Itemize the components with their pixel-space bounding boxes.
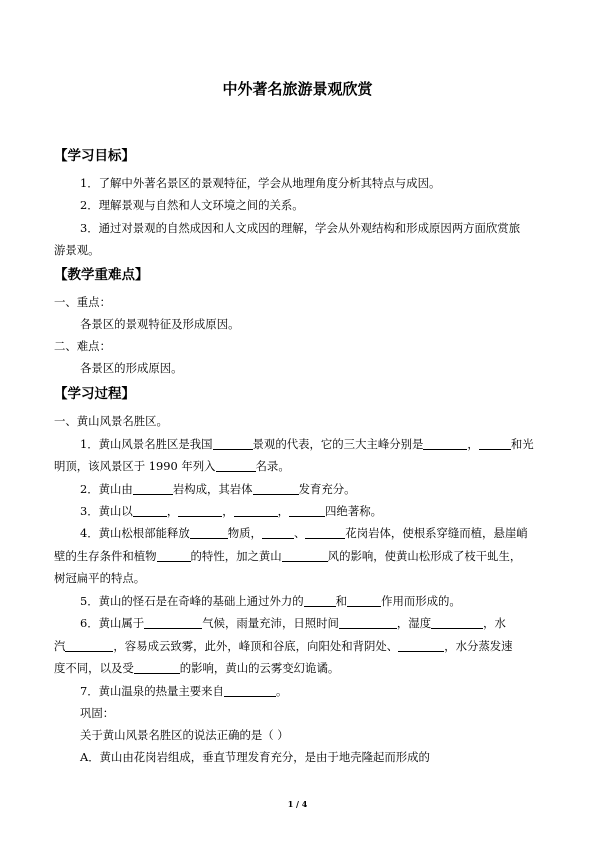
question-7: 7．黄山温泉的热量主要来自 。 [80, 684, 288, 698]
fill-blank[interactable] [190, 526, 228, 539]
fill-blank[interactable] [479, 437, 511, 450]
goal-item-3-cont: 游景观。 [54, 243, 100, 257]
fill-blank[interactable] [213, 437, 253, 450]
focus-text: 各景区的景观特征及形成原因。 [80, 317, 240, 331]
question-2: 2．黄山由 岩构成，其岩体 发育充分。 [80, 482, 356, 496]
question-1-line-1: 1．黄山风景名胜区是我国 景观的代表，它的三大主峰分别是 ， 和光 [80, 437, 534, 451]
fill-blank[interactable] [216, 459, 256, 472]
section-heading-goals: 【学习目标】 [54, 148, 135, 164]
fill-blank[interactable] [398, 639, 444, 652]
fill-blank[interactable] [423, 437, 467, 450]
fill-blank[interactable] [289, 504, 325, 517]
question-4-line-3: 树冠扁平的特点。 [54, 571, 146, 585]
section-heading-key-points: 【教学重难点】 [54, 267, 149, 283]
question-5: 5．黄山的怪石是在奇峰的基础上通过外力的 和 作用而形成的。 [80, 594, 461, 608]
goal-item-3: 3．通过对景观的自然成因和人文成因的理解，学会从外观结构和形成原因两方面欣赏旅 [80, 221, 521, 235]
fill-blank[interactable] [134, 661, 180, 674]
focus-label: 一、重点： [54, 295, 111, 309]
quiz-stem: 关于黄山风景名胜区的说法正确的是（ ） [80, 728, 289, 742]
fill-blank[interactable] [262, 526, 294, 539]
question-6-line-1: 6．黄山属于 气候，雨量充沛，日照时间 ，湿度 ，水 [80, 616, 506, 630]
fill-blank[interactable] [133, 504, 167, 517]
fill-blank[interactable] [157, 549, 191, 562]
quiz-option-a: A．黄山由花岗岩组成，垂直节理发育充分，是由于地壳隆起而形成的 [80, 750, 430, 764]
question-3: 3．黄山以 ， ， ， 四绝著称。 [80, 504, 382, 518]
question-6-line-3: 度不同，以及受 的影响，黄山的云雾变幻诡谲。 [54, 661, 340, 675]
fill-blank[interactable] [65, 639, 113, 652]
goal-item-2: 2．理解景观与自然和人文环境之间的关系。 [80, 198, 304, 212]
section-heading-process: 【学习过程】 [54, 386, 135, 402]
fill-blank[interactable] [282, 549, 328, 562]
fill-blank[interactable] [253, 482, 299, 495]
question-4-line-1: 4．黄山松根部能释放 物质， 、 花岗岩体，使根系穿缝而植，悬崖峭 [80, 526, 528, 540]
page-number: 1 / 4 [287, 799, 308, 809]
question-4-line-2: 壁的生存条件和植物 的特性，加之黄山 风的影响，使黄山松形成了枝干虬生， [54, 549, 522, 563]
fill-blank[interactable] [234, 504, 278, 517]
difficulty-label: 二、难点： [54, 339, 111, 353]
page-title: 中外著名旅游景观欣赏 [222, 80, 373, 98]
question-6-line-2: 汽 ，容易成云致雾，此外，峰顶和谷底，向阳处和背阴处、 ，水分蒸发速 [54, 639, 513, 653]
goal-item-1: 1．了解中外著名景区的景观特征，学会从地理角度分析其特点与成因。 [80, 176, 441, 190]
question-1-line-2: 明顶，该风景区于 1990 年列入 名录。 [54, 459, 290, 473]
process-intro: 一、黄山风景名胜区。 [54, 414, 168, 428]
fill-blank[interactable] [305, 526, 345, 539]
fill-blank[interactable] [144, 616, 202, 629]
fill-blank[interactable] [431, 616, 483, 629]
fill-blank[interactable] [339, 616, 397, 629]
consolidate-label: 巩固： [80, 706, 115, 720]
fill-blank[interactable] [347, 594, 381, 607]
fill-blank[interactable] [178, 504, 222, 517]
fill-blank[interactable] [133, 482, 173, 495]
difficulty-text: 各景区的形成原因。 [80, 361, 183, 375]
fill-blank[interactable] [224, 684, 276, 697]
fill-blank[interactable] [304, 594, 336, 607]
